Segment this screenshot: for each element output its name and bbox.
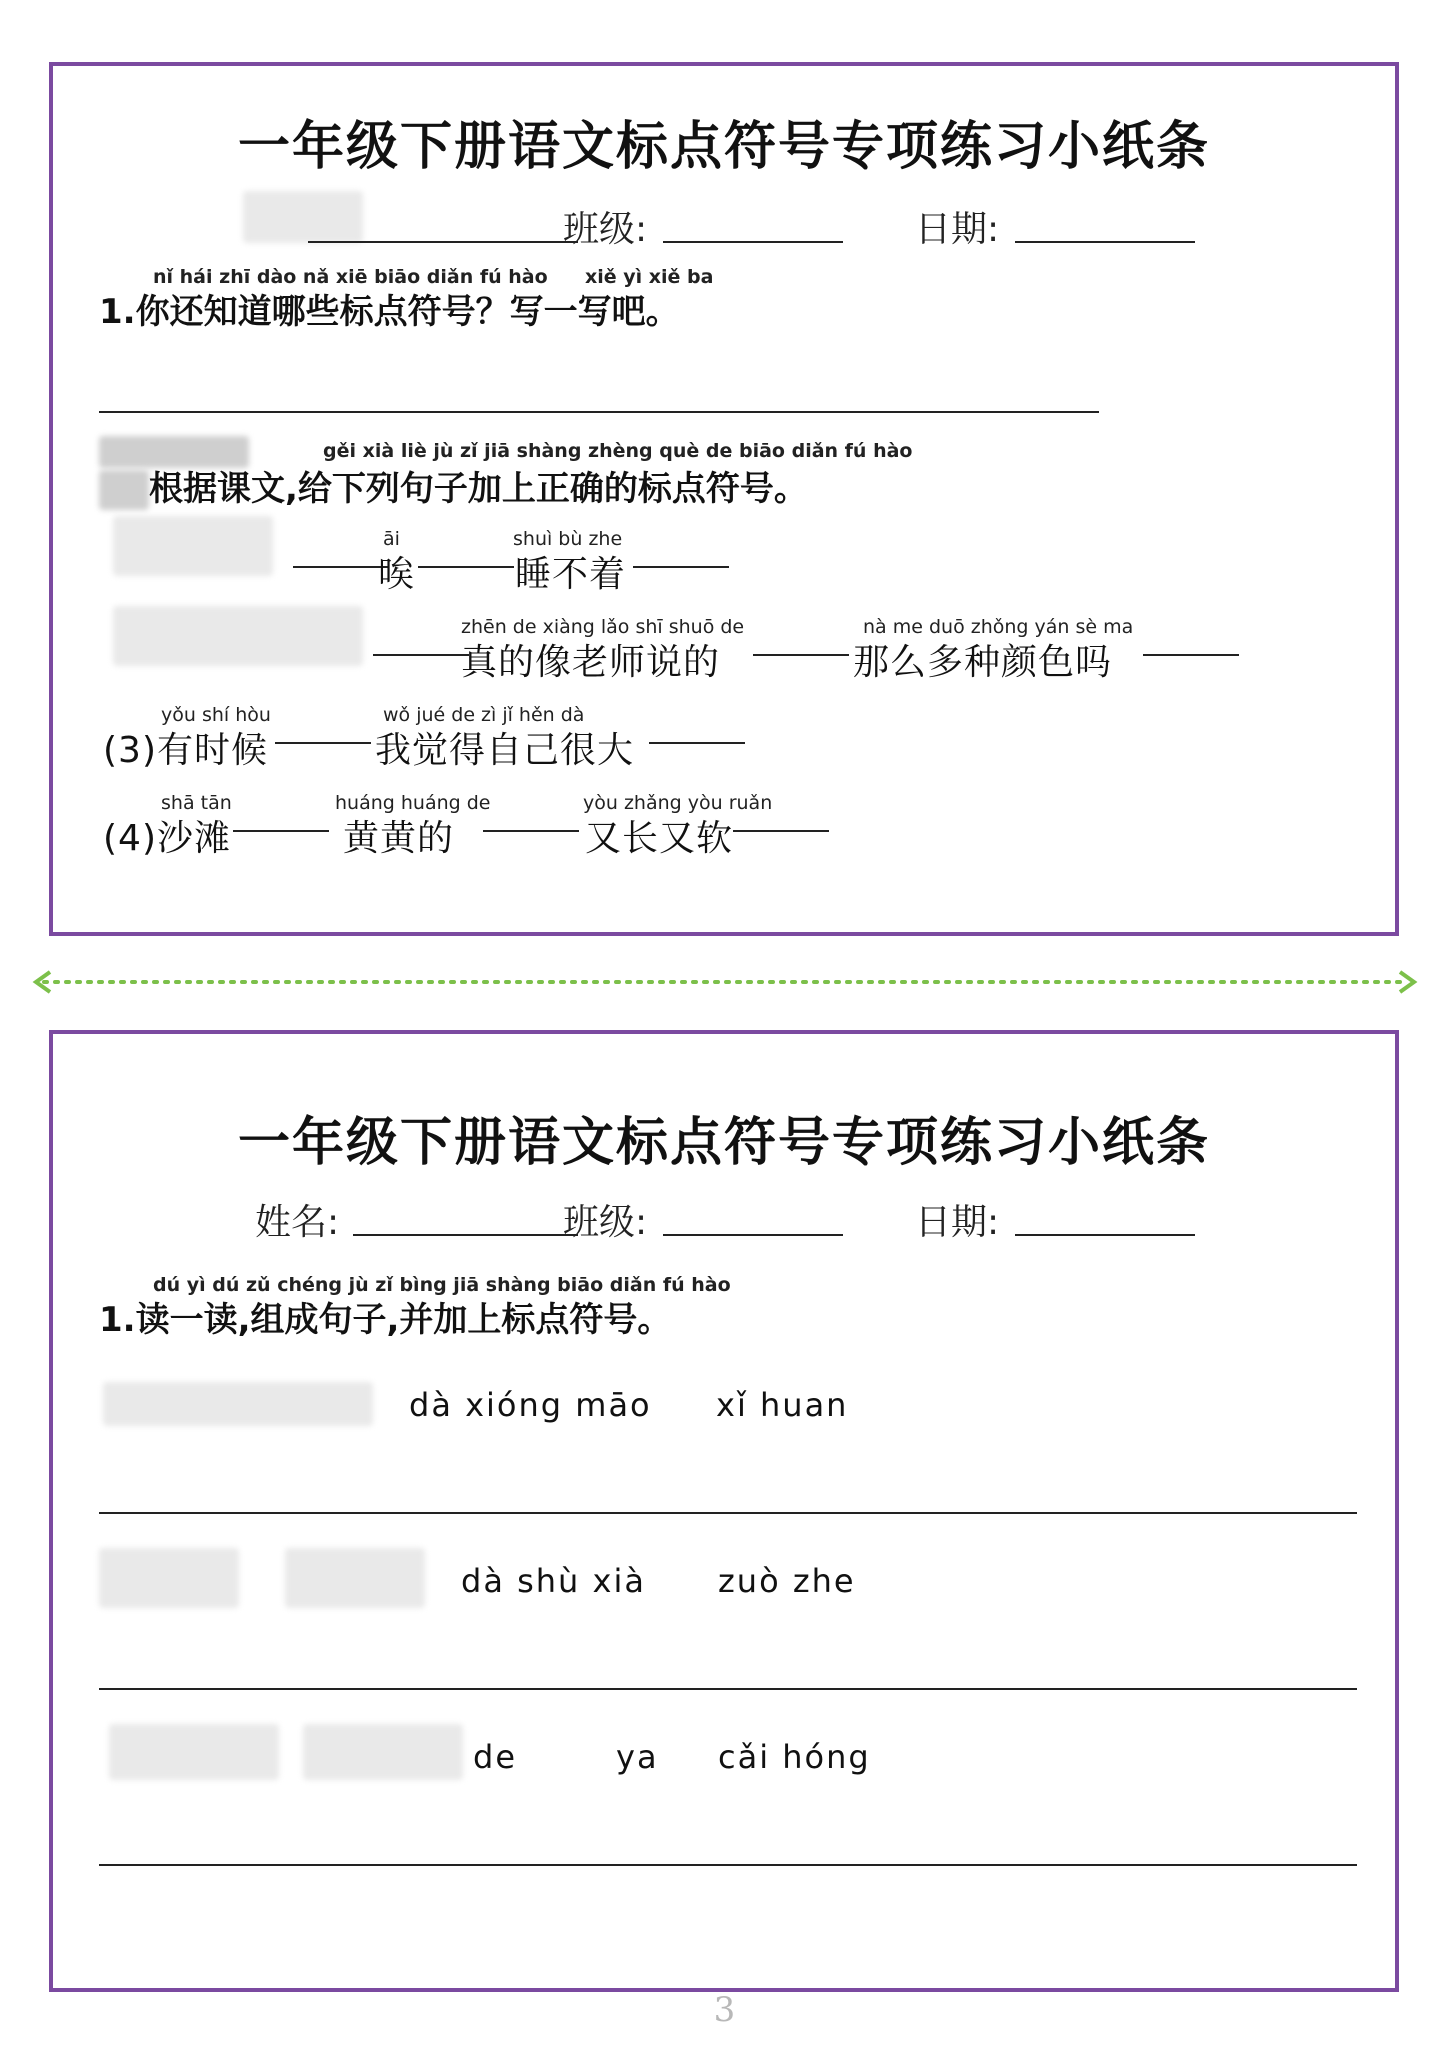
row1-word-2: xǐ huan [716,1386,849,1424]
q1-pinyin: nǐ hái zhī dào nǎ xiē biāo diǎn fú hào [153,266,548,288]
s2-pinyin-2: nà me duō zhǒng yán sè ma [863,616,1134,638]
card2-q1-pinyin: dú yì dú zǔ chéng jù zǐ bìng jiā shàng biāo diǎn fú hào [153,1274,731,1296]
s1-pinyin-1: āi [383,528,400,550]
s1-blank-3[interactable] [633,566,729,568]
row2-redacted-2 [285,1548,425,1608]
s1-word-1: 唉 [378,554,416,595]
q1-text: 1.你还知道哪些标点符号？写一写吧。 [99,292,680,332]
s3-pinyin-2: wǒ jué de zì jǐ hěn dà [383,704,585,726]
date-field[interactable] [1015,1234,1195,1236]
s2-blank-2[interactable] [753,654,849,656]
name-label-redacted [243,191,363,243]
s4-word-1: (4)沙滩 [103,818,231,859]
worksheet-card-2 [49,1030,1399,1992]
s4-blank-3[interactable] [733,830,829,832]
s4-word-2: 黄黄的 [343,818,455,859]
row3-answer-line[interactable] [99,1864,1357,1866]
class-label: 班级: [563,1202,648,1243]
q2-pinyin: gěi xià liè jù zǐ jiā shàng zhèng què de biāo diǎn fú hào [323,440,913,462]
s2-blank-1[interactable] [373,654,469,656]
name-field[interactable] [308,241,578,243]
s3-blank-2[interactable] [649,742,745,744]
s3-word-2: 我觉得自己很大 [375,730,635,771]
cut-line-divider [30,970,1420,994]
row2-word-1: dà shù xià [461,1562,646,1600]
row3-word-3: cǎi hóng [718,1738,871,1776]
s2-blank-3[interactable] [1143,654,1239,656]
row2-redacted-1 [99,1548,239,1608]
s4-pinyin-1: shā tān [161,792,232,814]
s2-pinyin-1: zhēn de xiàng lǎo shī shuō de [461,616,745,638]
row1-word-1: dà xióng māo [409,1386,652,1424]
s1-pinyin-2: shuì bù zhe [513,528,623,550]
row2-answer-line[interactable] [99,1688,1357,1690]
s4-pinyin-3: yòu zhǎng yòu ruǎn [583,792,773,814]
s1-blank-1[interactable] [293,566,389,568]
card2-title: 一年级下册语文标点符号专项练习小纸条 [237,1113,1210,1173]
row3-word-2: ya [616,1738,659,1776]
card2-q1-text: 1.读一读,组成句子,并加上标点符号。 [99,1300,672,1340]
s2-word-1: 真的像老师说的 [461,642,721,683]
s3-word-1: (3)有时候 [103,730,268,771]
s1-blank-2[interactable] [418,566,514,568]
s1-redacted [113,516,273,576]
row2-word-2: zuò zhe [718,1562,856,1600]
s3-blank-1[interactable] [275,742,371,744]
date-label: 日期: [915,1202,1000,1243]
s4-word-3: 又长又软 [585,818,734,859]
row1-redacted [103,1382,373,1426]
s4-blank-1[interactable] [233,830,329,832]
worksheet-card-1 [49,62,1399,936]
s3-pinyin-1: yǒu shí hòu [161,704,271,726]
arrow-right-icon [1400,972,1414,992]
s4-pinyin-2: huáng huáng de [335,792,491,814]
q1-pinyin-b: xiě yì xiě ba [585,266,714,288]
s4-blank-2[interactable] [483,830,579,832]
row3-word-1: de [473,1738,517,1776]
class-field[interactable] [663,241,843,243]
date-field[interactable] [1015,241,1195,243]
card1-title: 一年级下册语文标点符号专项练习小纸条 [237,117,1210,177]
q2-number-redacted [99,470,149,510]
name-label: 姓名: [255,1202,340,1243]
class-label: 班级: [563,209,648,250]
class-field[interactable] [663,1234,843,1236]
name-field[interactable] [353,1234,578,1236]
q2-text: 根据课文,给下列句子加上正确的标点符号。 [149,469,808,509]
s2-word-2: 那么多种颜色吗 [853,642,1113,683]
row3-redacted-1 [109,1724,279,1780]
row3-redacted-2 [303,1724,463,1780]
q1-answer-line[interactable] [99,411,1099,413]
s2-redacted [113,606,363,666]
date-label: 日期: [915,209,1000,250]
row1-answer-line[interactable] [99,1512,1357,1514]
s1-word-2: 睡不着 [515,554,627,595]
page-number: 3 [713,1990,736,2030]
